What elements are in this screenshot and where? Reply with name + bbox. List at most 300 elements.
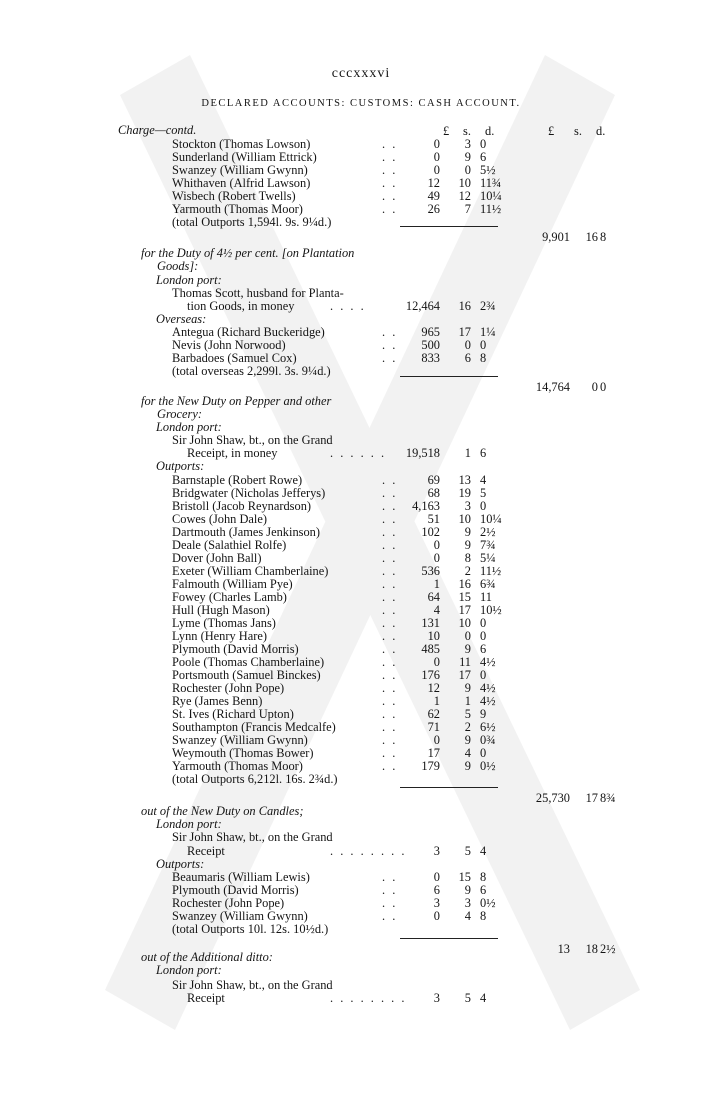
line-label: Sir John Shaw, bt., on the Grand (172, 978, 333, 992)
line-label: Hull (Hugh Mason) (172, 603, 270, 617)
line-label: Grocery: (157, 407, 202, 421)
amount-pounds: 0 (433, 870, 440, 884)
line-label: (total Outports 1,594l. 9s. 9¼d.) (172, 215, 332, 229)
amount-pounds: 833 (421, 351, 440, 365)
amount-pounds: 0 (433, 150, 440, 164)
amount-pence: 0 (480, 499, 487, 513)
amount-pence: 0 (480, 629, 487, 643)
amount-pence: 11½ (480, 202, 502, 216)
account-line (0, 682, 722, 695)
account-line (0, 787, 722, 805)
amount-pounds: 536 (421, 564, 440, 578)
line-label: Yarmouth (Thomas Moor) (172, 202, 303, 216)
account-line (0, 831, 722, 844)
subtotal-pounds: 25,730 (535, 791, 570, 805)
amount-pence: 0 (480, 137, 487, 151)
line-label: Antegua (Richard Buckeridge) (172, 325, 325, 339)
amount-shillings: 2 (464, 720, 471, 734)
line-label: Lynn (Henry Hare) (172, 629, 267, 643)
amount-pounds: 0 (433, 538, 440, 552)
amount-shillings: 2 (464, 564, 471, 578)
leader-dots: . . . . . . . . (330, 991, 407, 1005)
amount-shillings: 0 (464, 338, 471, 352)
amount-shillings: 4 (464, 909, 471, 923)
amount-pence: 4½ (480, 655, 496, 669)
line-label: out of the New Duty on Candles; (141, 804, 304, 818)
amount-shillings: 9 (464, 883, 471, 897)
account-line (0, 938, 722, 956)
amount-pence: 5 (480, 486, 487, 500)
line-label: London port: (156, 420, 222, 434)
line-label: Swanzey (William Gwynn) (172, 163, 308, 177)
line-label: Wisbech (Robert Twells) (172, 189, 296, 203)
line-label: Falmouth (William Pye) (172, 577, 293, 591)
account-line (0, 151, 722, 164)
leader-dots: . . (382, 603, 398, 617)
line-label: Receipt, in money (187, 446, 278, 460)
leader-dots: . . . . (330, 299, 366, 313)
subtotal-shillings: 17 (585, 791, 598, 805)
amount-pence: 4½ (480, 681, 496, 695)
amount-pounds: 3 (433, 991, 440, 1005)
account-line (0, 773, 722, 786)
subtotal-pence: 0 (600, 380, 607, 394)
amount-pounds: 0 (433, 163, 440, 177)
line-label: St. Ives (Richard Upton) (172, 707, 294, 721)
line-label: Receipt (187, 991, 225, 1005)
amount-shillings: 16 (458, 577, 471, 591)
amount-pounds: 12 (427, 176, 440, 190)
leader-dots: . . (382, 163, 398, 177)
header-pence: d. (485, 124, 495, 138)
amount-pounds: 4 (433, 603, 440, 617)
amount-shillings: 7 (464, 202, 471, 216)
amount-pounds: 51 (427, 512, 440, 526)
leader-dots: . . (382, 629, 398, 643)
amount-shillings: 1 (464, 446, 471, 460)
amount-pounds: 12 (427, 681, 440, 695)
page-number: cccxxxvi (331, 66, 391, 81)
header-pence-right: d. (596, 124, 606, 138)
leader-dots: . . (382, 176, 398, 190)
line-label: Stockton (Thomas Lowson) (172, 137, 311, 151)
amount-pence: 5½ (480, 163, 496, 177)
amount-pounds: 0 (433, 551, 440, 565)
leader-dots: . . (382, 577, 398, 591)
account-line (0, 656, 722, 669)
amount-shillings: 10 (458, 176, 471, 190)
header-pounds-right: £ (548, 124, 555, 138)
leader-dots: . . (382, 137, 398, 151)
amount-pence: 10¼ (480, 512, 502, 526)
amount-pence: 10¼ (480, 189, 502, 203)
amount-pounds: 4,163 (412, 499, 440, 513)
account-line (0, 923, 722, 936)
amount-pence: 4 (480, 991, 487, 1005)
line-label: Exeter (William Chamberlaine) (172, 564, 329, 578)
account-line (0, 190, 722, 203)
account-line (0, 474, 722, 487)
leader-dots: . . (382, 720, 398, 734)
line-label: Sir John Shaw, bt., on the Grand (172, 433, 333, 447)
account-line (0, 326, 722, 339)
amount-shillings: 3 (464, 896, 471, 910)
amount-pence: 6 (480, 446, 487, 460)
line-label: (total Outports 10l. 12s. 10½d.) (172, 922, 329, 936)
account-line (0, 734, 722, 747)
line-label: Outports: (156, 459, 205, 473)
amount-pence: 0 (480, 616, 487, 630)
amount-pence: 4 (480, 473, 487, 487)
line-label: Overseas: (156, 312, 207, 326)
account-line (0, 177, 722, 190)
account-line (0, 617, 722, 630)
amount-shillings: 19 (458, 486, 471, 500)
amount-pence: 0 (480, 668, 487, 682)
amount-pence: 4 (480, 844, 487, 858)
header-pounds: £ (443, 124, 450, 138)
amount-shillings: 9 (464, 642, 471, 656)
account-line (0, 897, 722, 910)
amount-pence: 0¾ (480, 733, 496, 747)
line-label: Bristoll (Jacob Reynardson) (172, 499, 312, 513)
line-label: Weymouth (Thomas Bower) (172, 746, 314, 760)
amount-pounds: 500 (421, 338, 440, 352)
amount-shillings: 9 (464, 538, 471, 552)
leader-dots: . . (382, 564, 398, 578)
line-label: (total overseas 2,299l. 3s. 9¼d.) (172, 364, 331, 378)
line-label: Poole (Thomas Chamberlaine) (172, 655, 325, 669)
line-label: Rochester (John Pope) (172, 896, 285, 910)
line-label: Barbadoes (Samuel Cox) (172, 351, 297, 365)
account-line (0, 313, 722, 326)
amount-pounds: 0 (433, 909, 440, 923)
amount-pounds: 12,464 (405, 299, 440, 313)
amount-shillings: 16 (458, 299, 471, 313)
account-line (0, 669, 722, 682)
amount-pence: 2½ (480, 525, 496, 539)
line-label: Thomas Scott, husband for Planta- (172, 286, 344, 300)
subtotal-pounds: 13 (557, 942, 570, 956)
leader-dots: . . (382, 338, 398, 352)
amount-shillings: 1 (464, 694, 471, 708)
leader-dots: . . (382, 746, 398, 760)
amount-pounds: 64 (427, 590, 440, 604)
account-line (0, 274, 722, 287)
amount-pence: 6¾ (480, 577, 496, 591)
amount-pence: 0 (480, 746, 487, 760)
account-line (0, 408, 722, 421)
amount-shillings: 0 (464, 163, 471, 177)
account-line (0, 552, 722, 565)
line-label: Rye (James Benn) (172, 694, 263, 708)
line-label: Portsmouth (Samuel Binckes) (172, 668, 321, 682)
line-label: London port: (156, 963, 222, 977)
amount-shillings: 6 (464, 351, 471, 365)
account-line (0, 460, 722, 473)
leader-dots: . . (382, 590, 398, 604)
amount-pence: 0 (480, 338, 487, 352)
leader-dots: . . (382, 473, 398, 487)
leader-dots: . . (382, 202, 398, 216)
line-label: Southampton (Francis Medcalfe) (172, 720, 336, 734)
line-label: Bridgwater (Nicholas Jefferys) (172, 486, 326, 500)
account-line (0, 805, 722, 818)
line-label: Plymouth (David Morris) (172, 883, 299, 897)
amount-pounds: 1 (433, 694, 440, 708)
amount-pounds: 1 (433, 577, 440, 591)
amount-pounds: 131 (421, 616, 440, 630)
line-label: Sunderland (William Ettrick) (172, 150, 317, 164)
amount-pence: 11 (480, 590, 492, 604)
amount-shillings: 13 (458, 473, 471, 487)
amount-pounds: 62 (427, 707, 440, 721)
leader-dots: . . (382, 325, 398, 339)
account-line (0, 500, 722, 513)
amount-shillings: 10 (458, 512, 471, 526)
account-line (0, 164, 722, 177)
amount-pence: 6 (480, 642, 487, 656)
amount-pounds: 69 (427, 473, 440, 487)
leader-dots: . . (382, 668, 398, 682)
account-line (0, 376, 722, 394)
amount-shillings: 0 (464, 629, 471, 643)
line-label: Barnstaple (Robert Rowe) (172, 473, 303, 487)
leader-dots: . . (382, 870, 398, 884)
account-line (0, 339, 722, 352)
amount-pence: 1¼ (480, 325, 496, 339)
amount-shillings: 15 (458, 870, 471, 884)
leader-dots: . . (382, 681, 398, 695)
amount-shillings: 17 (458, 603, 471, 617)
amount-pounds: 17 (427, 746, 440, 760)
account-line (0, 447, 722, 460)
account-line (0, 871, 722, 884)
amount-shillings: 5 (464, 707, 471, 721)
header-shillings: s. (463, 124, 471, 138)
account-line (0, 604, 722, 617)
amount-shillings: 3 (464, 499, 471, 513)
running-title: DECLARED ACCOUNTS: CUSTOMS: CASH ACCOUNT. (201, 98, 521, 109)
line-label: tion Goods, in money (187, 299, 295, 313)
amount-pounds: 485 (421, 642, 440, 656)
line-label: Cowes (John Dale) (172, 512, 267, 526)
amount-pounds: 3 (433, 844, 440, 858)
line-label: London port: (156, 817, 222, 831)
amount-pounds: 49 (427, 189, 440, 203)
leader-dots: . . (382, 733, 398, 747)
leader-dots: . . (382, 499, 398, 513)
subtotal-pence: 8¾ (600, 791, 616, 805)
account-line (0, 578, 722, 591)
amount-pounds: 26 (427, 202, 440, 216)
amount-shillings: 9 (464, 681, 471, 695)
leader-dots: . . (382, 616, 398, 630)
amount-pence: 0½ (480, 759, 496, 773)
amount-shillings: 8 (464, 551, 471, 565)
leader-dots: . . (382, 759, 398, 773)
account-line (0, 643, 722, 656)
amount-pence: 5¼ (480, 551, 496, 565)
amount-pence: 8 (480, 870, 487, 884)
subtotal-rule (400, 376, 498, 377)
amount-shillings: 9 (464, 733, 471, 747)
leader-dots: . . (382, 642, 398, 656)
account-line (0, 300, 722, 313)
line-label: Nevis (John Norwood) (172, 338, 286, 352)
leader-dots: . . (382, 538, 398, 552)
amount-shillings: 9 (464, 759, 471, 773)
amount-pence: 6½ (480, 720, 496, 734)
amount-pounds: 965 (421, 325, 440, 339)
line-label: Yarmouth (Thomas Moor) (172, 759, 303, 773)
amount-shillings: 11 (459, 655, 471, 669)
amount-pence: 4½ (480, 694, 496, 708)
line-label: Sir John Shaw, bt., on the Grand (172, 830, 333, 844)
amount-pence: 9 (480, 707, 487, 721)
leader-dots: . . (382, 512, 398, 526)
account-line (0, 818, 722, 831)
line-label: out of the Additional ditto: (141, 950, 273, 964)
leader-dots: . . (382, 525, 398, 539)
line-label: for the Duty of 4½ per cent. [on Plantation (141, 246, 355, 260)
leader-dots: . . (382, 486, 398, 500)
amount-shillings: 4 (464, 746, 471, 760)
line-label: Beaumaris (William Lewis) (172, 870, 310, 884)
amount-pounds: 10 (427, 629, 440, 643)
line-label: Fowey (Charles Lamb) (172, 590, 287, 604)
amount-pence: 8 (480, 351, 487, 365)
account-line (0, 352, 722, 365)
amount-pounds: 68 (427, 486, 440, 500)
amount-pounds: 0 (433, 655, 440, 669)
account-line (0, 513, 722, 526)
amount-shillings: 10 (458, 616, 471, 630)
account-line (0, 884, 722, 897)
line-label: Whithaven (Alfrid Lawson) (172, 176, 311, 190)
amount-pounds: 0 (433, 733, 440, 747)
amount-pence: 8 (480, 909, 487, 923)
line-label: Receipt (187, 844, 225, 858)
line-label: Dover (John Ball) (172, 551, 262, 565)
amount-shillings: 5 (464, 991, 471, 1005)
amount-pence: 6 (480, 883, 487, 897)
account-line (0, 695, 722, 708)
line-label: London port: (156, 273, 222, 287)
account-line (0, 124, 722, 137)
account-line (0, 539, 722, 552)
leader-dots: . . (382, 896, 398, 910)
leader-dots: . . (382, 351, 398, 365)
amount-pence: 11¾ (480, 176, 502, 190)
amount-pounds: 176 (421, 668, 440, 682)
amount-pence: 0½ (480, 896, 496, 910)
line-label: Deale (Salathiel Rolfe) (172, 538, 287, 552)
amount-pence: 10½ (480, 603, 502, 617)
amount-shillings: 3 (464, 137, 471, 151)
account-line (0, 591, 722, 604)
amount-pounds: 102 (421, 525, 440, 539)
subtotal-rule (400, 226, 498, 227)
subtotal-shillings: 18 (585, 942, 598, 956)
account-line (0, 247, 722, 260)
amount-pounds: 3 (433, 896, 440, 910)
leader-dots: . . (382, 707, 398, 721)
amount-shillings: 5 (464, 844, 471, 858)
line-label: Lyme (Thomas Jans) (172, 616, 276, 630)
account-line (0, 992, 722, 1005)
account-line (0, 747, 722, 760)
account-line (0, 395, 722, 408)
line-label: Dartmouth (James Jenkinson) (172, 525, 320, 539)
leader-dots: . . (382, 551, 398, 565)
header-shillings-right: s. (574, 124, 582, 138)
subtotal-rule (400, 938, 498, 939)
leader-dots: . . (382, 189, 398, 203)
line-label: Swanzey (William Gwynn) (172, 733, 308, 747)
line-label: Goods]: (157, 259, 199, 273)
account-line (0, 858, 722, 871)
subtotal-pence: 2½ (600, 942, 616, 956)
line-label: Plymouth (David Morris) (172, 642, 299, 656)
leader-dots: . . (382, 655, 398, 669)
subtotal-pounds: 9,901 (542, 230, 570, 244)
account-line (0, 421, 722, 434)
account-line (0, 226, 722, 244)
leader-dots: . . (382, 150, 398, 164)
account-line (0, 910, 722, 923)
amount-pence: 7¾ (480, 538, 496, 552)
account-line (0, 845, 722, 858)
subtotal-pounds: 14,764 (535, 380, 570, 394)
amount-shillings: 15 (458, 590, 471, 604)
amount-shillings: 9 (464, 525, 471, 539)
amount-shillings: 17 (458, 668, 471, 682)
line-label: Swanzey (William Gwynn) (172, 909, 308, 923)
account-line (0, 964, 722, 977)
amount-shillings: 9 (464, 150, 471, 164)
amount-shillings: 17 (458, 325, 471, 339)
account-line (0, 203, 722, 216)
leader-dots: . . (382, 694, 398, 708)
line-label: for the New Duty on Pepper and other (141, 394, 332, 408)
subtotal-shillings: 16 (585, 230, 598, 244)
line-label: Charge—contd. (118, 123, 197, 137)
amount-shillings: 12 (458, 189, 471, 203)
amount-pence: 2¾ (480, 299, 496, 313)
account-line (0, 260, 722, 273)
amount-pounds: 19,518 (405, 446, 440, 460)
account-line (0, 138, 722, 151)
amount-pounds: 6 (433, 883, 440, 897)
amount-pence: 11½ (480, 564, 502, 578)
subtotal-pence: 8 (600, 230, 607, 244)
line-label: Outports: (156, 857, 205, 871)
line-label: Rochester (John Pope) (172, 681, 285, 695)
account-line (0, 721, 722, 734)
amount-pence: 6 (480, 150, 487, 164)
account-line (0, 760, 722, 773)
subtotal-shillings: 0 (591, 380, 598, 394)
account-line (0, 487, 722, 500)
amount-pounds: 0 (433, 137, 440, 151)
account-line (0, 526, 722, 539)
account-line (0, 565, 722, 578)
account-line (0, 708, 722, 721)
amount-pounds: 71 (427, 720, 440, 734)
account-line (0, 951, 722, 964)
amount-pounds: 179 (421, 759, 440, 773)
